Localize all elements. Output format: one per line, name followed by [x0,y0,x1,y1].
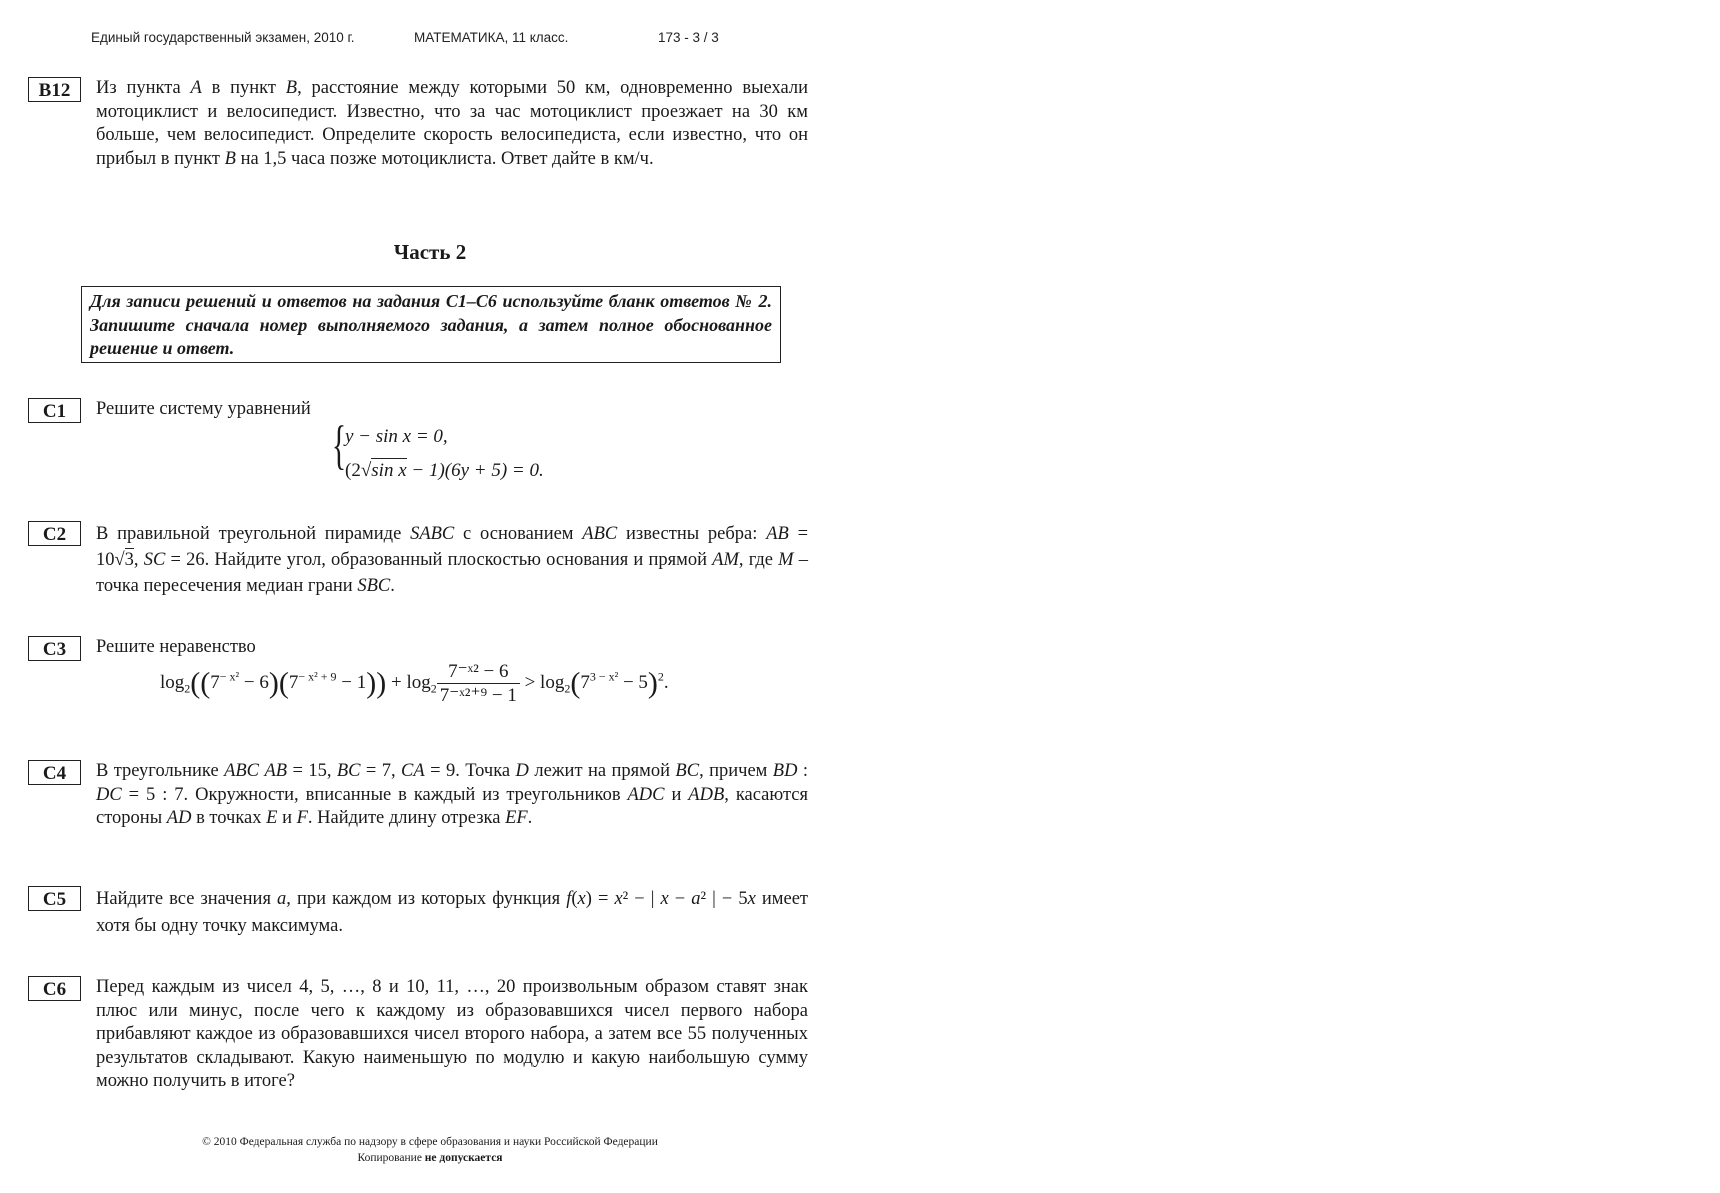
inequality-formula: $\log_2((7^{- x^2} - 6)(7^{- x^2 + 9} - 1)) + \log_2$ $\frac{\text{7⁻ˣ² − 6}}{\text{7⁻ˣ²⁺⁹ − 1}}$ > $\log_2(7^{3 - x^2} - 5)^2$. [160,661,669,706]
page-number: 173 - 3 / 3 [658,30,719,45]
task-label: C1 [28,398,81,423]
task-text: Решите систему уравнений [96,399,311,419]
task-label: C4 [28,760,81,785]
task-label: C5 [28,886,81,911]
equation-1: y − sin x = 0, [345,426,448,447]
task-label: C3 [28,636,81,661]
system-brace: { [331,415,347,475]
part-title: Часть 2 [393,240,467,264]
copy-notice: Копирование не допускается [357,1152,503,1164]
copyright-line: © 2010 Федеральная служба по надзору в сфере образования и науки Российской Федерации [202,1136,658,1148]
task-text: Из пункта A в пункт B, расстояние между которыми 50 км, одновременно выехали мотоциклист и велосипедист. Известно, что за час мотоциклист проезжает на 30 км больше, чем велосипедист. Определите скорость велосипедиста, если известно, что он прибыл в пункт B на 1,5 часа позже мотоциклиста. Ответ дайте в км/ч. [96,78,808,169]
task-text: В правильной треугольной пирамиде SABC с основанием ABC известны ребра: AB = 10√3, SC = 26. Найдите угол, образованный плоскостью основания и прямой AM, где M – точка пересечения медиан грани SBC. [96,524,809,596]
exam-title: Единый государственный экзамен, 2010 г. [91,30,355,45]
task-text: В треугольнике ABC AB = 15, BC = 7, CA = 9. Точка D лежит на прямой BC, причем BD : DC = 5 : 7. Окружности, вписанные в каждый из треугольников ADC и ADB, касаются стороны AD в точках E и F. Найдите длину отрезка EF. [96,761,809,828]
task-label: C2 [28,521,81,546]
task-text: Перед каждым из чисел 4, 5, …, 8 и 10, 11, …, 20 произвольным образом ставят знак плюс или минус, после чего к каждому из образовавшихся чисел первого набора прибавляют каждое из образовавшихся чисел второго набора, а затем все 55 полученных результатов складывают. Какую наименьшую по модулю и какую наибольшую сумму можно получить в итоге? [96,977,808,1091]
instructions-box: Для записи решений и ответов на задания С1–С6 используйте бланк ответов № 2. Запишите сначала номер выполняемого задания, а затем полное обоснованное решение и ответ. [81,286,781,363]
task-text: Найдите все значения a, при каждом из которых функция f(x) = x² − | x − a² | − 5x имеет хотя бы одну точку максимума. [96,889,809,936]
task-text: Решите неравенство [96,637,256,657]
subject-title: МАТЕМАТИКА, 11 класс. [414,30,569,45]
equation-2: (2√sin x − 1)(6y + 5) = 0. [345,460,544,481]
task-label: B12 [28,77,81,102]
page-footer [0,1134,860,1166]
task-label: C6 [28,976,81,1001]
